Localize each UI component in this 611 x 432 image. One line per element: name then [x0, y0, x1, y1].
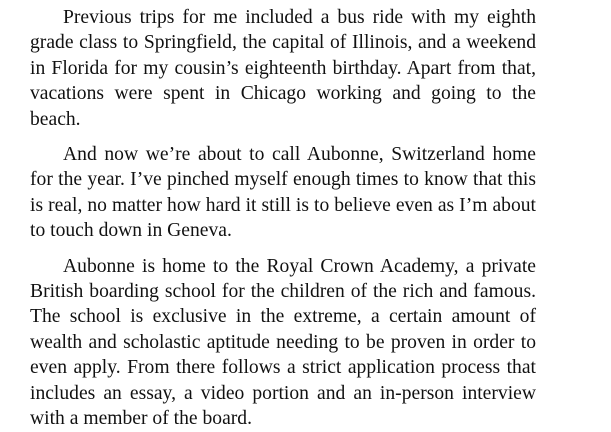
paragraph-royal-crown-academy: Aubonne is home to the Royal Crown Academy, a private British boarding school for the children of the rich and famous. The school is exclusive in the extreme, a certain amount of wealth and scholastic aptitude needing to be proven in order to even apply. From there follows a strict application process that includes an essay, a video portion and an in-person interview with a member of the board. — [30, 255, 536, 430]
paragraph-aubonne-home: And now we’re about to call Aubonne, Switzerland home for the year. I’ve pinched myself enough times to know that this is real, no matter how hard it still is to believe even as I’m about to touch down in Geneva. — [30, 144, 536, 242]
paragraph-previous-trips: Previous trips for me included a bus ride with my eighth grade class to Springfield, the capital of Illinois, and a weekend in Florida for my cousin’s eighteenth birthday. Apart from that, vacations were spent in Chicago working and going to the beach. — [30, 7, 536, 130]
document-page — [30, 5, 536, 432]
